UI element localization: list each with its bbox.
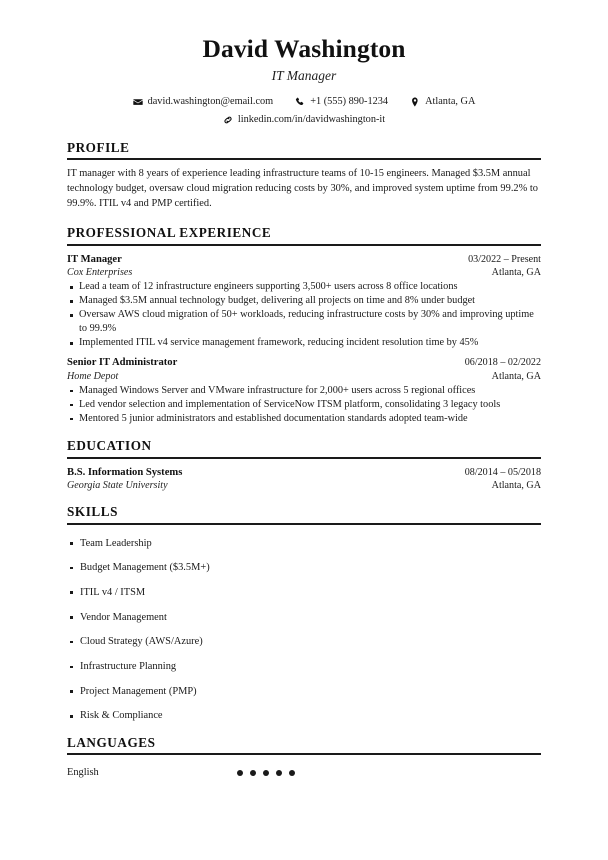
experience-entry-left — [67, 356, 453, 383]
proficiency-dot — [237, 770, 243, 776]
section-experience — [67, 225, 541, 426]
map-pin-icon — [410, 97, 420, 107]
education-entry-right — [453, 466, 541, 492]
profile-summary-text: IT manager with 8 years of experience leading infrastructure teams of 10-15 engineers. Managed $3.5M annual technology budget, oversaw cloud migration reducing costs by 30%, and improved system uptime from 99.2% to 99.9%. ITIL v4 and PMP certified. — [67, 168, 538, 209]
experience-entry — [67, 253, 541, 351]
proficiency-dot — [263, 770, 269, 776]
job-dates: 03/2022 – Present — [468, 253, 541, 265]
job-bullet: Managed Windows Server and VMware infrastructure for 2,000+ users across 5 regional offices — [67, 384, 541, 398]
contact-email[interactable] — [133, 96, 274, 108]
section-profile-body — [67, 160, 541, 211]
contact-location — [410, 96, 475, 108]
job-dates: 06/2018 – 02/2022 — [464, 357, 541, 369]
proficiency-dot — [250, 770, 256, 776]
candidate-title: IT Manager — [271, 68, 337, 84]
job-bullet: Managed $3.5M annual technology budget, delivering all projects on time and 8% under budget — [67, 294, 541, 308]
section-languages — [67, 735, 541, 780]
contact-row-primary — [67, 96, 541, 108]
section-education-heading: EDUCATION — [67, 438, 541, 458]
education-dates: 08/2014 – 05/2018 — [464, 466, 541, 478]
contact-email-text: david.washington@email.com — [147, 96, 274, 108]
section-profile — [67, 140, 541, 211]
skill-item: Infrastructure Planning — [67, 660, 541, 674]
skill-item: Cloud Strategy (AWS/Azure) — [67, 635, 541, 649]
proficiency-dot — [276, 770, 282, 776]
section-skills — [67, 504, 541, 723]
experience-entry-right — [453, 356, 541, 382]
company-name: Home Depot — [67, 371, 119, 383]
envelope-icon — [133, 97, 143, 107]
skills-list — [67, 537, 541, 723]
candidate-name: David Washington — [202, 34, 406, 63]
section-experience-heading: PROFESSIONAL EXPERIENCE — [67, 225, 541, 245]
experience-entry — [67, 356, 541, 426]
job-title: IT Manager — [67, 253, 122, 265]
skill-item: Vendor Management — [67, 611, 541, 625]
degree-name: B.S. Information Systems — [67, 466, 183, 478]
job-bullet: Implemented ITIL v4 service management framework, reducing incident resolution time by 45% — [67, 336, 541, 350]
job-location: Atlanta, GA — [491, 370, 541, 382]
job-bullet-list — [67, 280, 541, 350]
resume-header — [67, 30, 541, 126]
proficiency-dot — [289, 770, 295, 776]
experience-entry-header — [67, 356, 541, 383]
experience-entry-left — [67, 253, 456, 280]
skill-item: Risk & Compliance — [67, 709, 541, 723]
education-entry-left — [67, 466, 453, 493]
skill-item: Team Leadership — [67, 537, 541, 551]
language-item — [67, 766, 541, 780]
job-bullet: Lead a team of 12 infrastructure engineers supporting 3,500+ users across 8 office locations — [67, 280, 541, 294]
education-entry-header — [67, 466, 541, 493]
job-location: Atlanta, GA — [491, 266, 541, 278]
section-education-body — [67, 459, 541, 493]
section-education — [67, 438, 541, 492]
experience-entry-right — [456, 253, 541, 279]
skill-item: Budget Management ($3.5M+) — [67, 561, 541, 575]
phone-icon — [295, 97, 305, 107]
link-icon — [223, 115, 233, 125]
education-location: Atlanta, GA — [491, 479, 541, 491]
contact-phone[interactable] — [295, 96, 388, 108]
job-bullet: Led vendor selection and implementation of ServiceNow ITSM platform, consolidating 3 legacy tools — [67, 398, 541, 412]
language-name: English — [67, 767, 99, 779]
contact-phone-text: +1 (555) 890-1234 — [310, 96, 389, 108]
contact-linkedin-text: linkedin.com/in/davidwashington-it — [237, 113, 386, 125]
skill-item: Project Management (PMP) — [67, 685, 541, 699]
job-bullet: Mentored 5 junior administrators and established documentation standards adopted team-wide — [67, 412, 541, 426]
section-languages-heading: LANGUAGES — [67, 735, 541, 755]
section-profile-heading: PROFILE — [67, 140, 541, 160]
section-skills-body — [67, 525, 541, 723]
contact-linkedin[interactable] — [223, 114, 385, 126]
job-bullet: Oversaw AWS cloud migration of 50+ workloads, reducing infrastructure costs by 30% and improving uptime to 99.9% — [67, 308, 541, 336]
job-bullet-list — [67, 384, 541, 426]
company-name: Cox Enterprises — [67, 267, 133, 279]
education-entry — [67, 466, 541, 493]
section-experience-body — [67, 246, 541, 427]
section-languages-body — [67, 755, 541, 780]
experience-entry-header — [67, 253, 541, 280]
section-skills-heading: SKILLS — [67, 504, 541, 524]
job-title: Senior IT Administrator — [67, 357, 178, 369]
contact-row-secondary — [67, 114, 541, 126]
skill-item: ITIL v4 / ITSM — [67, 586, 541, 600]
school-name: Georgia State University — [67, 480, 168, 492]
contact-location-text: Atlanta, GA — [425, 96, 476, 108]
language-proficiency-dots — [237, 770, 295, 776]
